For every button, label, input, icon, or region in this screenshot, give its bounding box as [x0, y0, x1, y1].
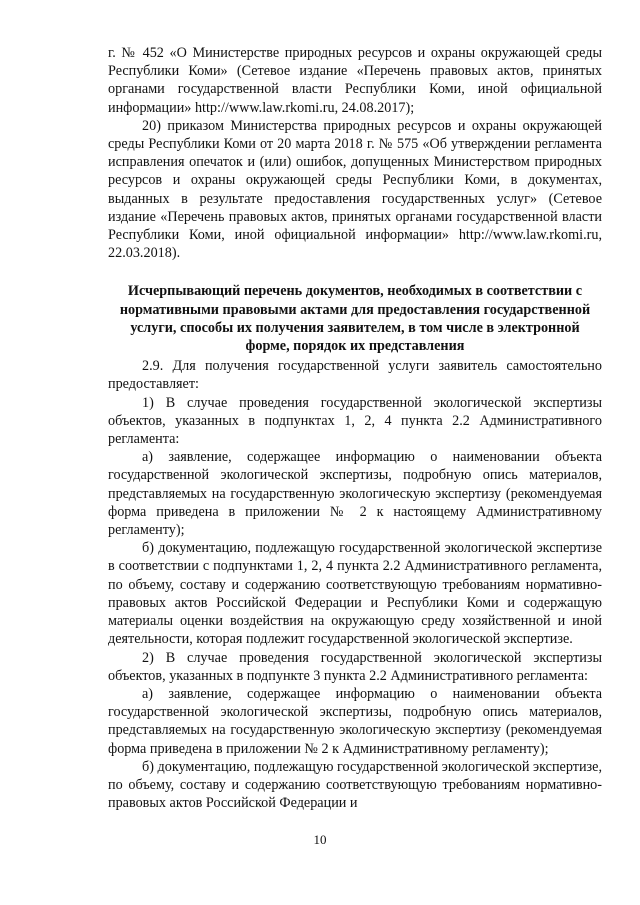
page-number: 10 — [313, 832, 327, 847]
document-page — [108, 44, 602, 812]
paragraph-case-1-a: а) заявление, содержащее информацию о наименовании объекта государственной экологической экспертизы, подробную опись материалов, представляемых на государственную экологическую экспертизу (рекомендуемая форма приведена в приложении № 2 к настоящему Административному регламенту); — [108, 449, 602, 539]
paragraph-item-20: 20) приказом Министерства природных ресурсов и охраны окружающей среды Республики Коми от 20 марта 2018 г. № 575 «Об утверждении регламента исправления опечаток и (или) ошибок, допущенных Министерством природных ресурсов и охраны окружающей среды Республики Коми, в документах, выданных в результате предоставления государственных услуг» (Сетевое издание «Перечень правовых актов, принятых органами государственной власти Республики Коми, иной официальной информации» http://www.law.rkomi.ru, 22.03.2018). — [108, 117, 602, 262]
paragraph-case-1-b: б) документацию, подлежащую государственной экологической экспертизе в соответствии с подпунктами 1, 2, 4 пункта 2.2 Административного регламента, по объему, составу и содержанию соответствующую требованиям нормативно-правовых актов Российской Федерации и Республики Коми и содержащую материалы оценки воздействия на окружающую среду хозяйственной и иной деятельности, которая подлежит государственной экологической экспертизе. — [108, 540, 602, 648]
paragraph-2-9: 2.9. Для получения государственной услуги заявитель самостоятельно предоставляет: — [108, 358, 602, 393]
paragraph-case-2-b: б) документацию, подлежащую государственной экологической экспертизе, по объему, составу и содержанию соответствующую требованиям нормативно-правовых актов Российской Федерации и — [108, 758, 602, 812]
section-heading: Исчерпывающий перечень документов, необходимых в соответствии с нормативными правовыми актами для предоставления государственной услуги, способы их получения заявителем, в том числе в электронной форме, порядок их представления — [119, 283, 591, 355]
paragraph-law-452: г. № 452 «О Министерстве природных ресурсов и охраны окружающей среды Республики Коми» (Сетевое издание «Перечень правовых актов, принятых органами государственной власти Республики Коми, иной официальной информации» http://www.law.rkomi.ru, 24.08.2017); — [108, 45, 602, 116]
paragraph-case-2-a: а) заявление, содержащее информацию о наименовании объекта государственной экологической экспертизы, подробную опись материалов, представляемых на государственную экологическую экспертизу (рекомендуемая форма приведена в приложении № 2 к Административному регламенту); — [108, 685, 602, 757]
paragraph-case-1: 1) В случае проведения государственной экологической экспертизы объектов, указанных в подпунктах 1, 2, 4 пункта 2.2 Административного регламента: — [108, 394, 602, 448]
paragraph-case-2: 2) В случае проведения государственной экологической экспертизы объектов, указанных в подпункте 3 пункта 2.2 Административного регламента: — [108, 649, 602, 684]
